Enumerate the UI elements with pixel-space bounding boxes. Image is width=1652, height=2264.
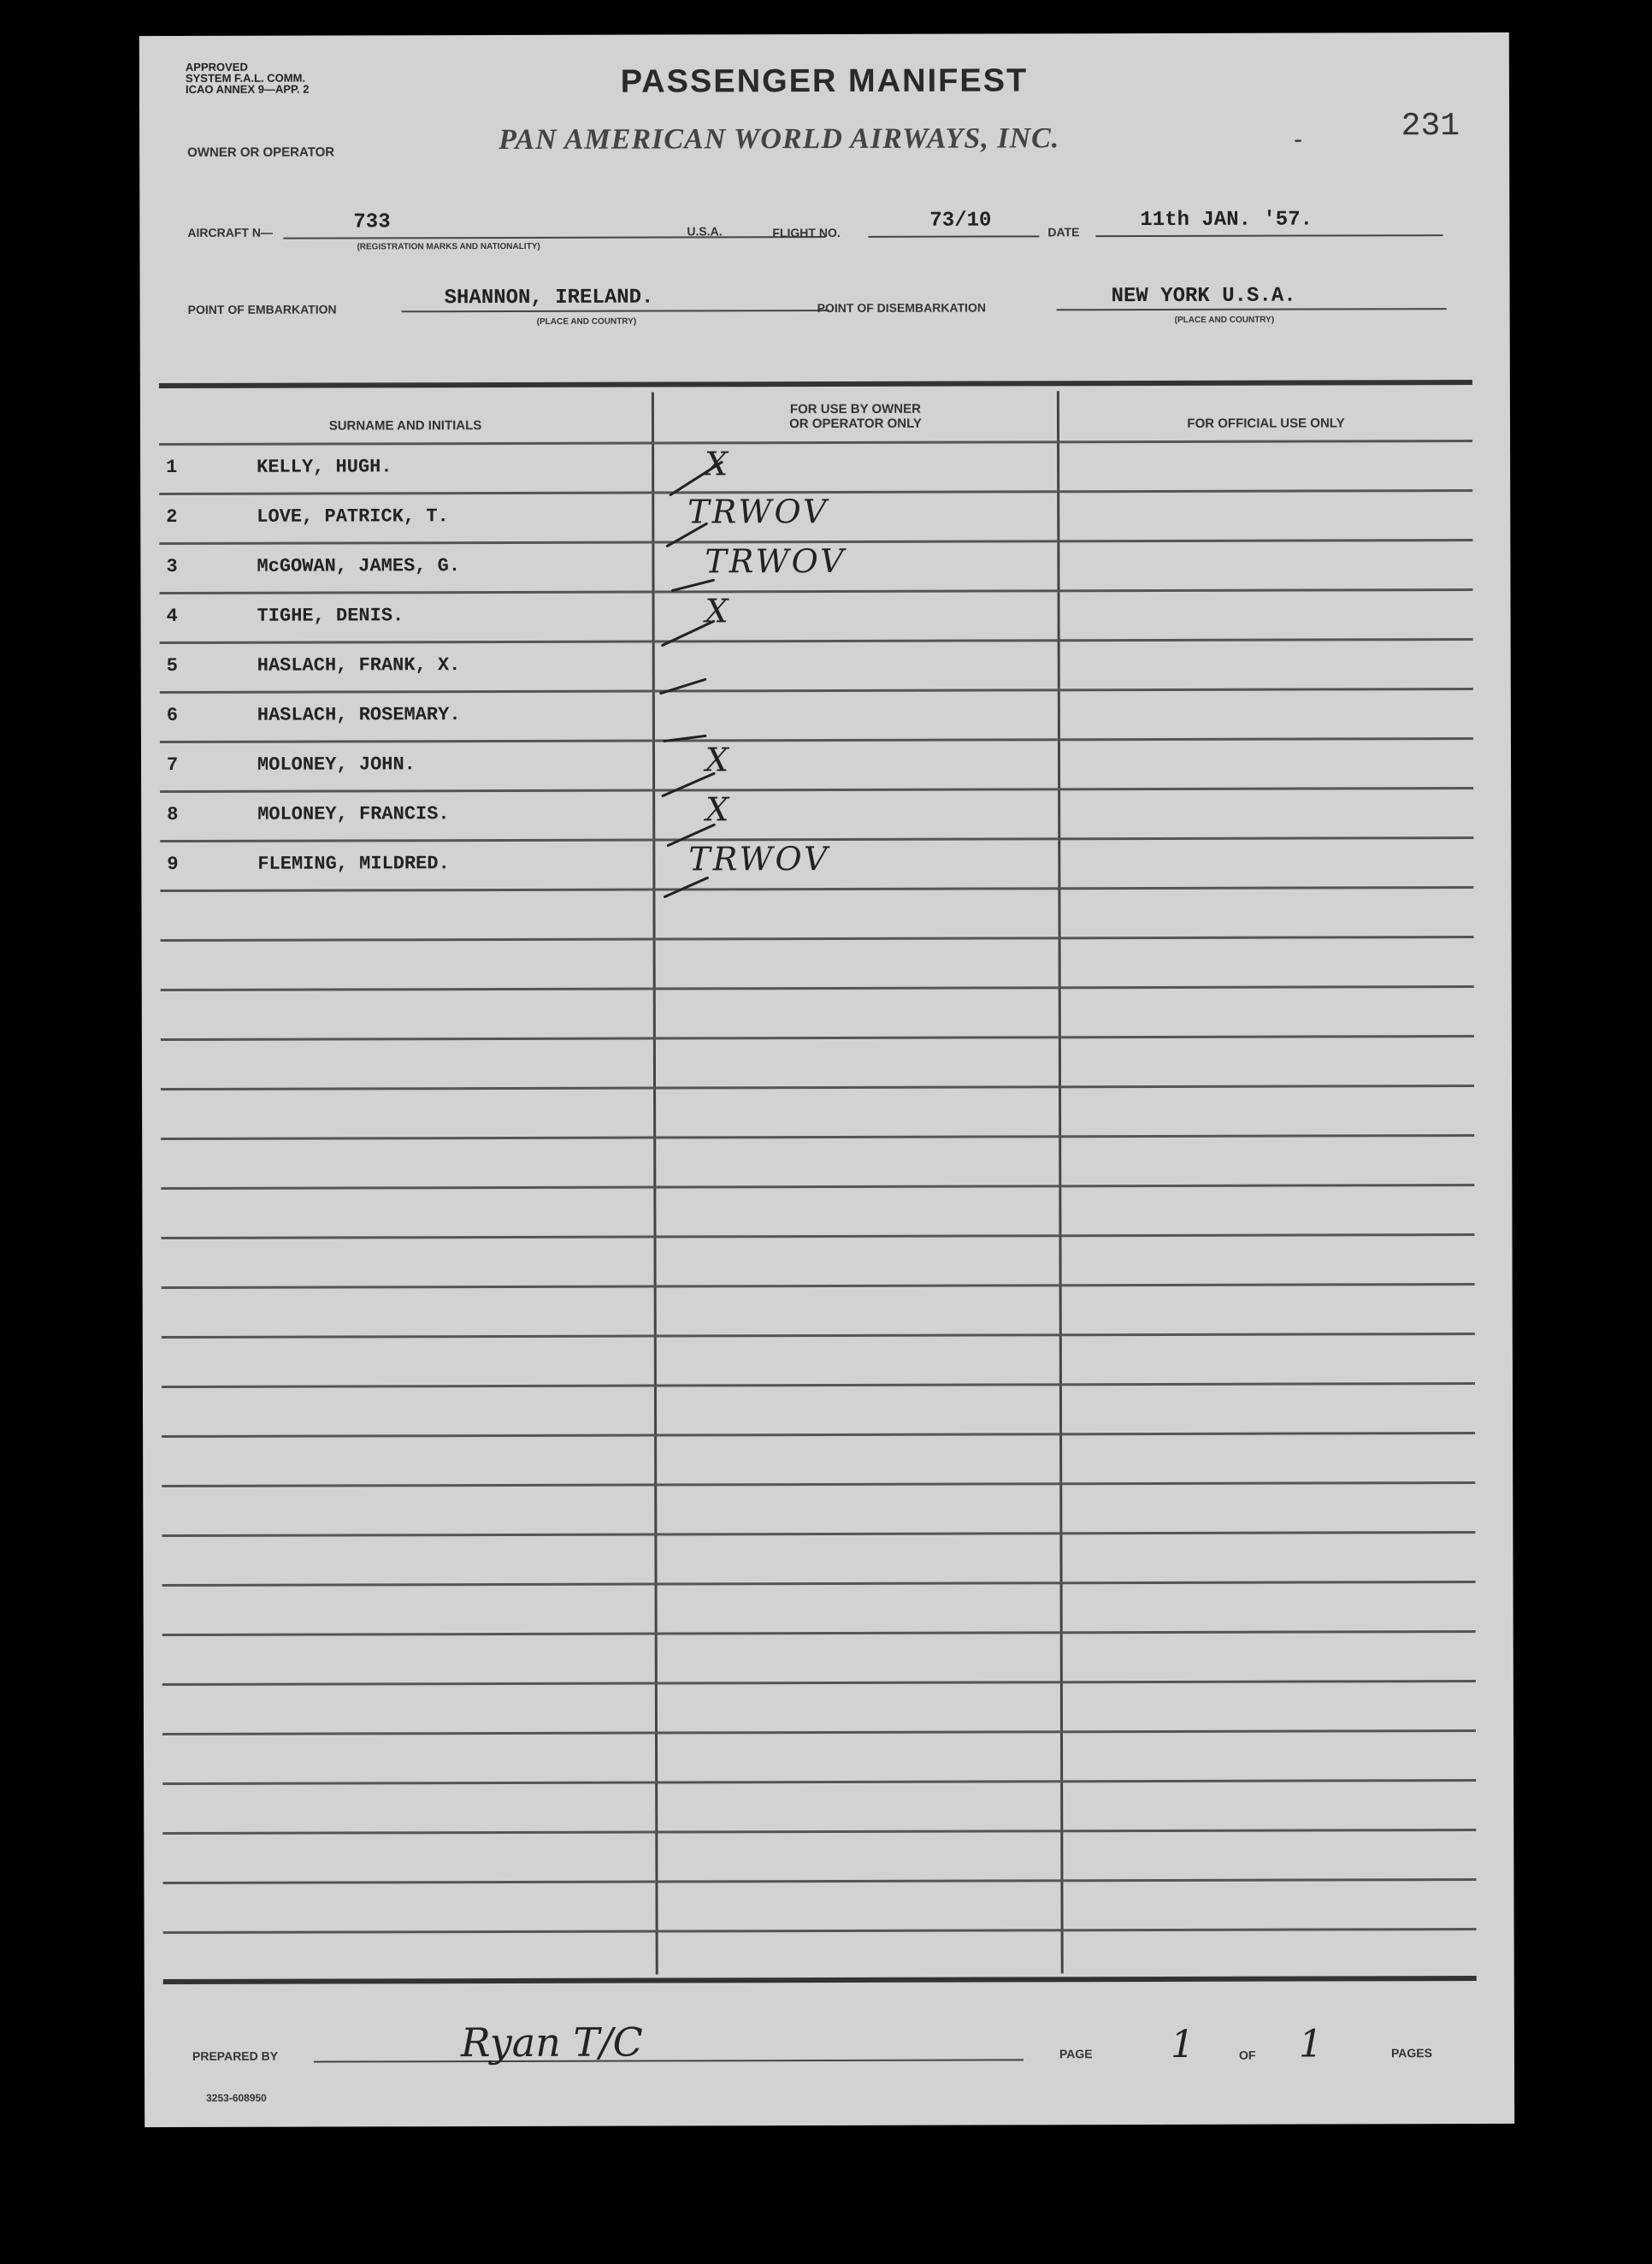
embark-place: SHANNON, IRELAND. xyxy=(444,286,654,310)
row-number: 3 xyxy=(166,555,178,578)
column-header-surname: SURNAME AND INITIALS xyxy=(328,418,482,434)
of-label: OF xyxy=(1238,2048,1256,2062)
date-label: DATE xyxy=(1047,225,1080,239)
table-rules xyxy=(139,33,1509,36)
table-rule xyxy=(161,1035,1474,1041)
form-code: 3253-608950 xyxy=(206,2091,267,2104)
approval-line: SYSTEM F.A.L. COMM. xyxy=(185,71,306,85)
table-rule xyxy=(162,1729,1476,1735)
slash-mark xyxy=(661,679,705,693)
table-bottom-rule xyxy=(163,1976,1477,1984)
passenger-mark: X xyxy=(705,445,731,483)
passenger-name: MOLONEY, FRANCIS. xyxy=(257,803,450,825)
checkmark-slashes xyxy=(653,453,791,932)
embark-label: POINT OF EMBARKATION xyxy=(187,302,337,316)
column-header-owner-line: OR OPERATOR ONLY xyxy=(789,416,922,432)
page-title: PASSENGER MANIFEST xyxy=(620,62,1029,100)
row-number: 1 xyxy=(166,456,178,479)
disembark-underline xyxy=(1057,308,1447,310)
table-rule xyxy=(160,688,1473,694)
table-rule xyxy=(161,985,1474,991)
passenger-name: FLEMING, MILDRED. xyxy=(257,853,450,875)
passenger-mark: TRWOV xyxy=(687,492,829,531)
slash-mark xyxy=(667,523,706,546)
table-rule xyxy=(160,737,1473,743)
table-rule xyxy=(162,1283,1475,1289)
flight-label: FLIGHT NO. xyxy=(772,225,841,240)
row-number: 2 xyxy=(166,505,178,529)
table-rule xyxy=(162,1481,1475,1487)
table-rule xyxy=(159,440,1472,446)
table-rule xyxy=(163,1928,1477,1934)
approval-line: ICAO ANNEX 9—APP. 2 xyxy=(185,82,310,96)
table-rule xyxy=(161,1184,1474,1190)
passenger-mark: X xyxy=(705,741,732,779)
prepared-underline xyxy=(314,2059,1024,2062)
passenger-name: HASLACH, ROSEMARY. xyxy=(257,704,461,726)
manifest-sheet xyxy=(139,33,1514,2127)
row-number: 4 xyxy=(166,605,178,628)
date-underline xyxy=(1095,234,1443,237)
table-rule xyxy=(160,588,1473,594)
page-stamp-number: 231 xyxy=(1401,108,1460,145)
registration-note: (REGISTRATION MARKS AND NATIONALITY) xyxy=(357,241,540,252)
column-divider-right xyxy=(1057,391,1064,1973)
column-header-official: FOR OFFICIAL USE ONLY xyxy=(1187,416,1345,431)
embark-underline xyxy=(402,310,829,312)
slash-mark xyxy=(664,878,707,896)
page-number: 1 xyxy=(1170,2022,1195,2066)
table-rule xyxy=(160,886,1473,892)
table-rule xyxy=(162,1878,1476,1884)
total-pages: 1 xyxy=(1298,2022,1324,2066)
aircraft-number: 733 xyxy=(353,210,391,234)
table-rule xyxy=(162,1382,1475,1388)
prepared-label: PREPARED BY xyxy=(192,2048,279,2063)
table-rule xyxy=(161,1134,1474,1140)
table-rule xyxy=(162,1581,1476,1587)
table-rule xyxy=(162,1779,1476,1785)
passenger-name: TIGHE, DENIS. xyxy=(257,605,404,627)
row-number: 7 xyxy=(167,754,179,777)
aircraft-label: AIRCRAFT N— xyxy=(187,225,273,239)
row-number: 8 xyxy=(167,803,179,826)
table-rule xyxy=(162,1829,1476,1835)
table-rule xyxy=(162,1432,1475,1438)
slash-mark xyxy=(664,736,705,741)
slash-mark xyxy=(672,580,713,590)
approval-line: APPROVED xyxy=(185,60,248,74)
slash-mark xyxy=(670,462,722,494)
column-header-owner-line: FOR USE BY OWNER xyxy=(789,401,922,417)
passenger-name: LOVE, PATRICK, T. xyxy=(257,505,449,528)
nationality-label: U.S.A. xyxy=(687,224,723,239)
flight-number: 73/10 xyxy=(929,209,992,233)
place-note-disembark: (PLACE AND COUNTRY) xyxy=(1174,315,1275,325)
passenger-mark: X xyxy=(705,592,731,630)
table-rule xyxy=(162,1531,1475,1537)
slash-mark xyxy=(663,773,714,795)
table-rule xyxy=(161,1233,1474,1239)
disembark-place: NEW YORK U.S.A. xyxy=(1111,284,1296,309)
column-header-owner xyxy=(654,401,1057,431)
table-rule xyxy=(162,1630,1476,1636)
row-number: 9 xyxy=(167,853,179,876)
page-label: PAGE xyxy=(1059,2047,1093,2061)
passenger-mark: TRWOV xyxy=(688,839,830,878)
passenger-mark: TRWOV xyxy=(705,541,847,581)
table-rule xyxy=(160,638,1473,644)
passenger-mark: X xyxy=(705,790,732,829)
operator-name: PAN AMERICAN WORLD AIRWAYS, INC. xyxy=(499,122,1060,157)
table-rule xyxy=(162,1680,1476,1686)
aircraft-underline xyxy=(283,236,825,239)
flight-date: 11th JAN. '57. xyxy=(1140,208,1313,233)
flight-underline xyxy=(868,235,1039,238)
pages-label: PAGES xyxy=(1390,2046,1432,2060)
row-number: 6 xyxy=(166,704,179,727)
passenger-name: McGOWAN, JAMES, G. xyxy=(257,555,461,577)
dash-mark: - xyxy=(1294,125,1303,154)
slash-mark xyxy=(668,825,714,845)
passenger-name: HASLACH, FRANK, X. xyxy=(257,654,461,677)
table-rule xyxy=(162,1333,1475,1339)
passenger-name: MOLONEY, JOHN. xyxy=(257,754,416,776)
table-rule xyxy=(160,787,1473,793)
table-rule xyxy=(161,936,1474,942)
table-rule xyxy=(161,1085,1474,1091)
passenger-name: KELLY, HUGH. xyxy=(257,456,392,478)
place-note-embark: (PLACE AND COUNTRY) xyxy=(536,316,637,327)
owner-label: OWNER OR OPERATOR xyxy=(187,145,335,160)
row-number: 5 xyxy=(166,654,178,677)
slash-mark xyxy=(663,621,714,645)
table-top-rule xyxy=(159,380,1472,388)
disembark-label: POINT OF DISEMBARKATION xyxy=(817,300,986,316)
signature: Ryan T/C xyxy=(460,2019,643,2066)
